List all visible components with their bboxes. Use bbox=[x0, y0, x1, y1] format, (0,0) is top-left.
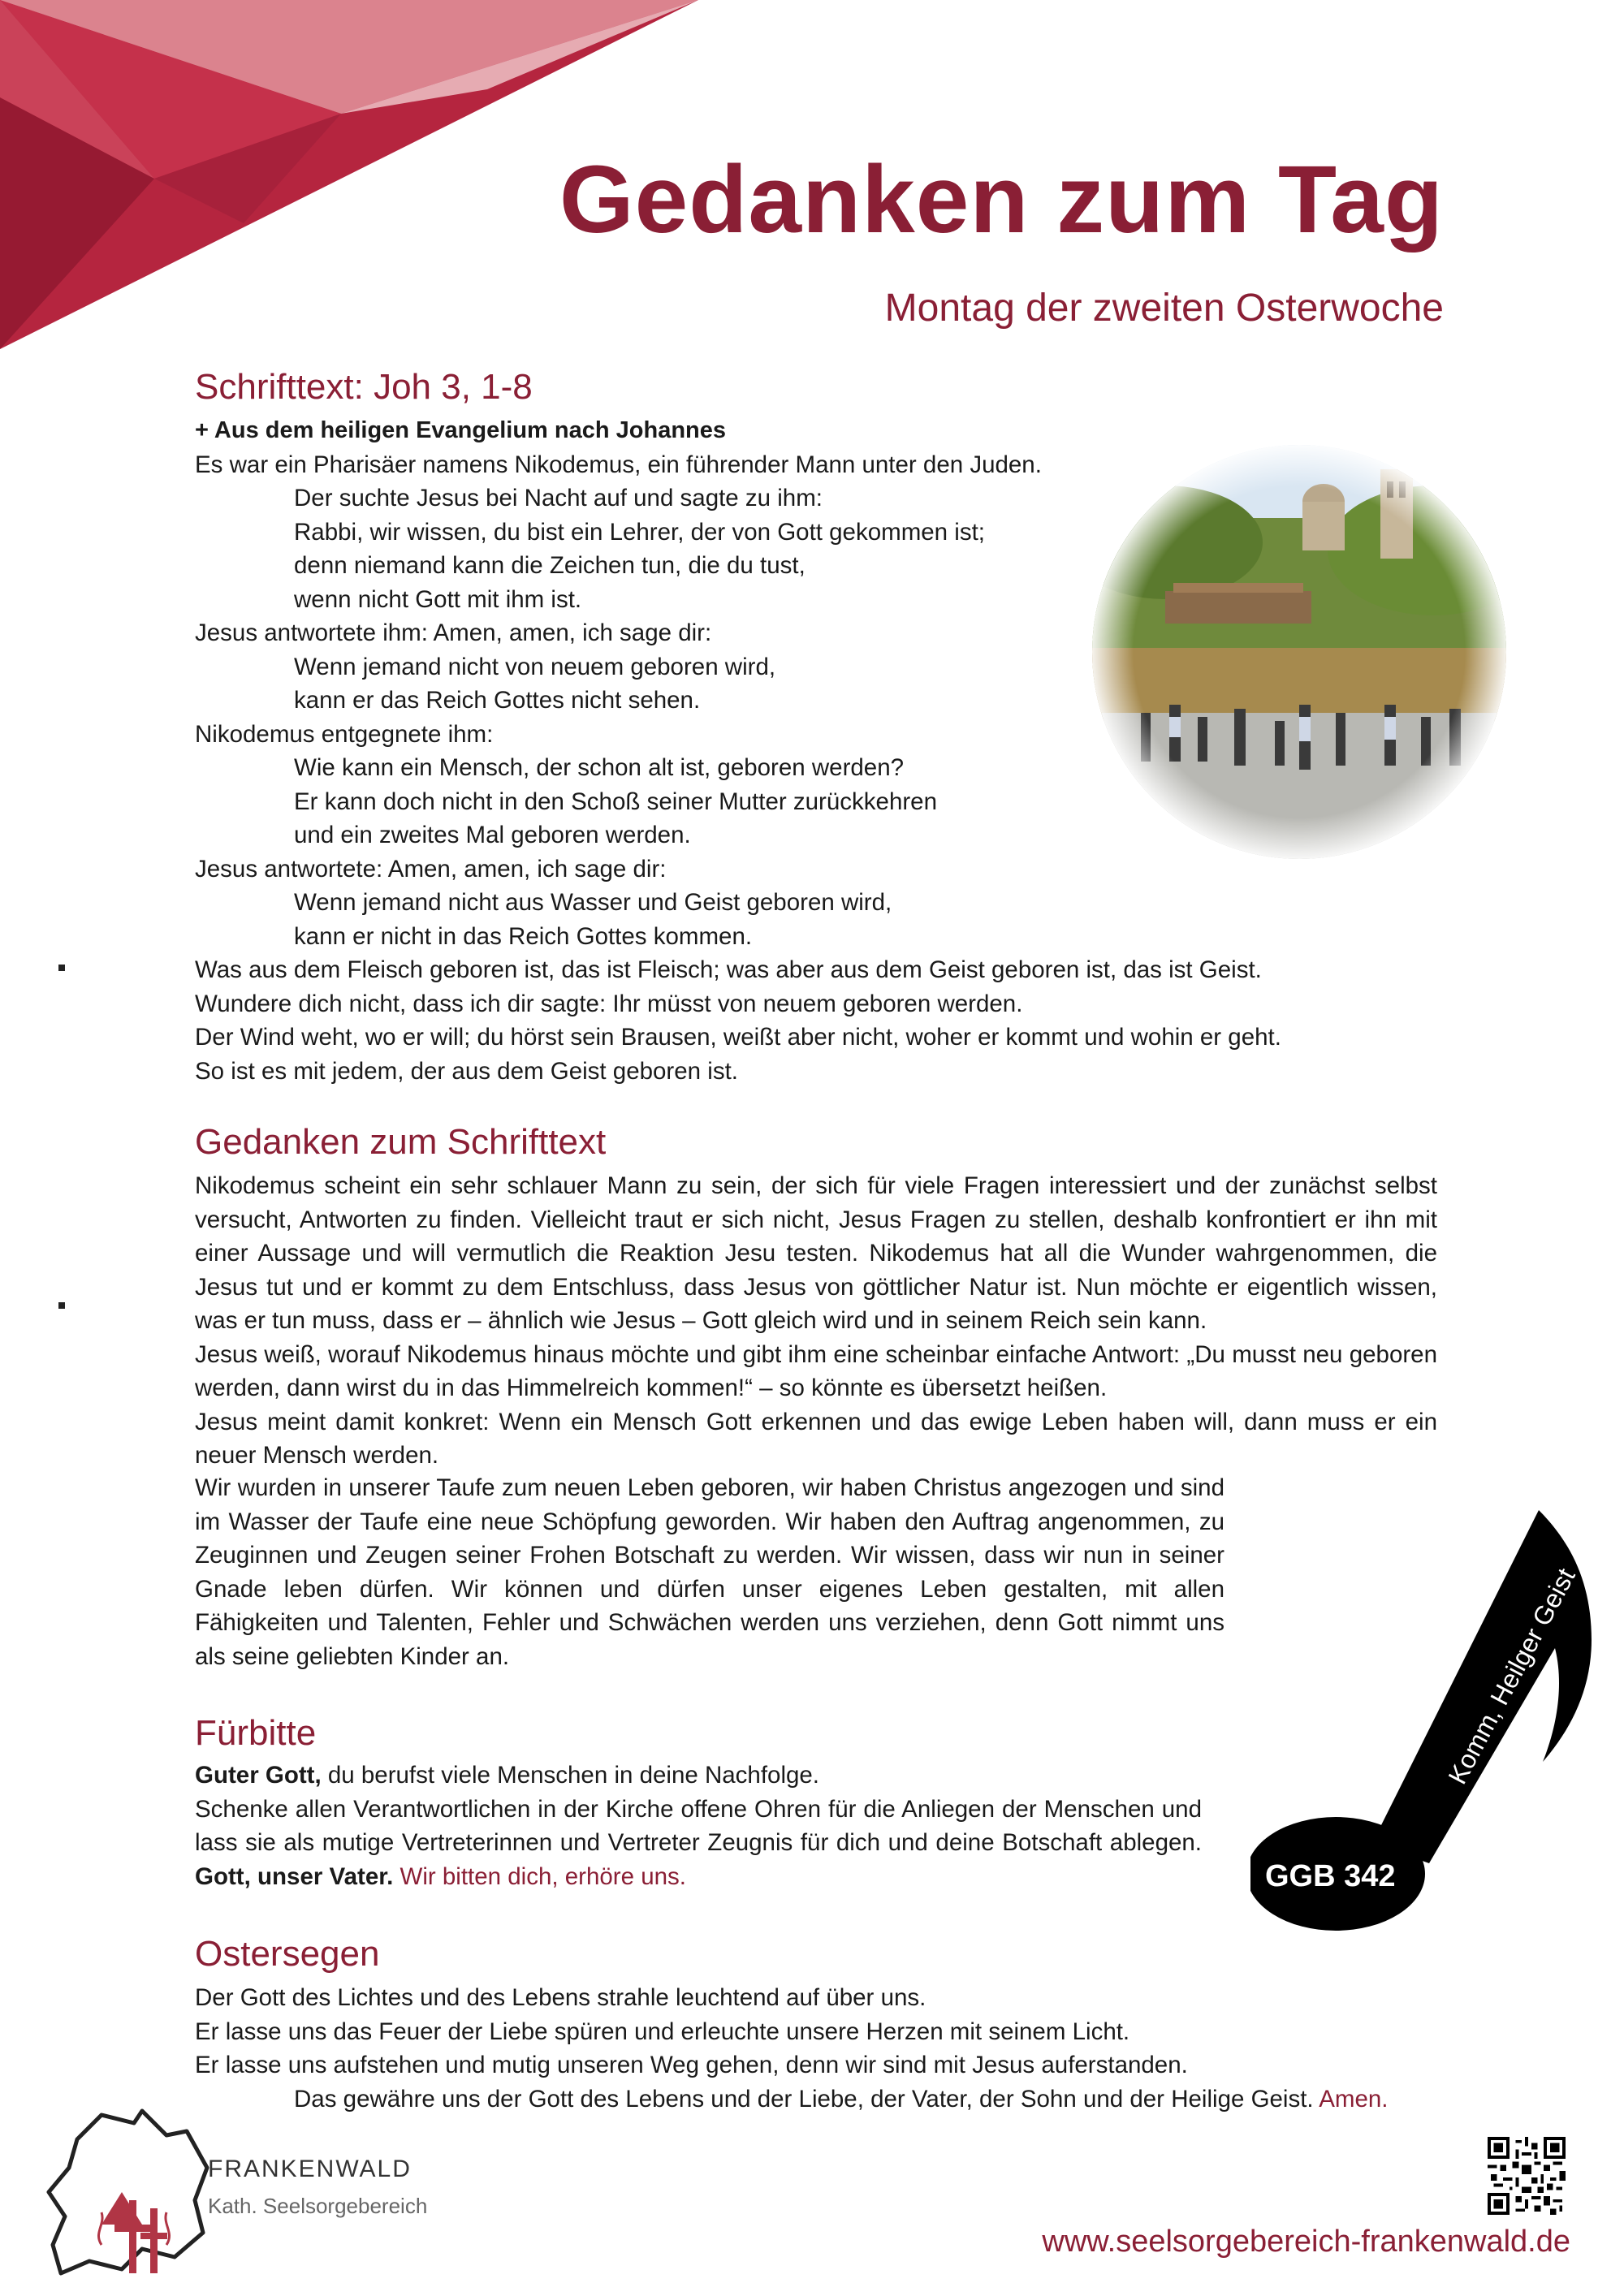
scripture-heading: Schrifttext: Joh 3, 1-8 bbox=[195, 367, 533, 407]
scripture-line: Was aus dem Fleisch geboren ist, das ist Fleisch; was aber aus dem Geist geboren ist, das ist Geist. bbox=[195, 956, 1262, 983]
reflection-text: Jesus weiß, worauf Nikodemus hinaus möchte und gibt ihm eine scheinbar einfache Antwort: „Du musst neu geboren werden, dann wirst du in das Himmelreich kommen!“ – so könnte es übersetzt heißen. bbox=[195, 1340, 1437, 1401]
qr-code bbox=[1488, 2137, 1566, 2215]
website-link[interactable]: www.seelsorgebereich-frankenwald.de bbox=[1042, 2225, 1570, 2259]
margin-marker bbox=[58, 1302, 65, 1309]
reflection-text: Jesus meint damit konkret: Wenn ein Mensch Gott erkennen und das ewige Leben haben will, dann muss er ein neuer Mensch werden. bbox=[195, 1408, 1437, 1469]
scripture-line: So ist es mit jedem, der aus dem Geist geboren ist. bbox=[195, 1057, 738, 1085]
brand-name: FRANKENWALD bbox=[208, 2156, 412, 2182]
page-title: Gedanken zum Tag bbox=[559, 146, 1444, 253]
scripture-line: kann er das Reich Gottes nicht sehen. bbox=[294, 687, 701, 714]
scripture-line: Wenn jemand nicht aus Wasser und Geist geboren wird, bbox=[294, 889, 892, 916]
blessing-line: Er lasse uns das Feuer der Liebe spüren und erleuchte unsere Herzen mit seinem Licht. bbox=[195, 2018, 1130, 2045]
scripture-line: denn niemand kann die Zeichen tun, die du tust, bbox=[294, 552, 806, 579]
intercession-body: Schenke allen Verantwortlichen in der Kirche offene Ohren für die Anliegen der Menschen und lass sie als mutige Vertreterinnen und Vertreter Zeugnis für dich und deine Botschaft ablegen. bbox=[195, 1795, 1202, 1856]
frankenwald-logo bbox=[45, 2103, 215, 2277]
scripture-line: Es war ein Pharisäer namens Nikodemus, ein führender Mann unter den Juden. bbox=[195, 451, 1042, 478]
scripture-line: Er kann doch nicht in den Schoß seiner Mutter zurückkehren bbox=[294, 788, 937, 815]
intercession-opening: Guter Gott, bbox=[195, 1762, 322, 1789]
scripture-line: Nikodemus entgegnete ihm: bbox=[195, 720, 494, 748]
blessing-heading: Ostersegen bbox=[195, 1934, 380, 1974]
song-title: Komm, Heilger Geist bbox=[1442, 1563, 1581, 1789]
scripture-line: Wie kann ein Mensch, der schon alt ist, geboren werden? bbox=[294, 754, 905, 781]
reflection-paragraph: Wir wurden in unserer Taufe zum neuen Leben geboren, wir haben Christus angezogen und sind im Wasser der Taufe eine neue Schöpfung geworden. Wir haben den Auftrag angenommen, zu Zeuginnen und Zeugen seiner Frohen Botschaft zu werden. Wir wissen, dass wir nun in seiner Gnade leben dürfen. Wir können und dürfen unser eigenes Leben gestalten, mit allen Fähigkeiten und Talenten, Fehler und Schwächen werden uns verziehen, denn Gott nimmt uns als seine geliebten Kinder an. bbox=[195, 1474, 1224, 1670]
intercession-opening-rest: du berufst viele Menschen in deine Nachfolge. bbox=[321, 1762, 820, 1789]
intercession-closing: Gott, unser Vater. bbox=[195, 1862, 394, 1890]
blessing-line: Er lasse uns aufstehen und mutig unseren Weg gehen, denn wir sind mit Jesus auferstanden. bbox=[195, 2052, 1188, 2078]
scripture-line: kann er nicht in das Reich Gottes kommen. bbox=[294, 922, 753, 950]
intercession-response: Wir bitten dich, erhöre uns. bbox=[393, 1862, 686, 1890]
song-number: GGB 342 bbox=[1265, 1859, 1396, 1893]
scripture-line: Der suchte Jesus bei Nacht auf und sagte zu ihm: bbox=[294, 485, 823, 511]
intercession-heading: Fürbitte bbox=[195, 1713, 317, 1753]
jordan-river-photo bbox=[1092, 445, 1506, 859]
blessing-amen: Amen. bbox=[1313, 2085, 1389, 2113]
margin-marker bbox=[58, 965, 65, 971]
music-note-graphic bbox=[1250, 1494, 1616, 1949]
scripture-line: wenn nicht Gott mit ihm ist. bbox=[294, 585, 582, 613]
blessing-line: Der Gott des Lichtes und des Lebens strahle leuchtend auf über uns. bbox=[195, 1984, 926, 2011]
reflection-text: Nikodemus scheint ein sehr schlauer Mann zu sein, der sich für viele Fragen interessiert und der zunächst selbst versucht, Antworten zu finden. Vielleicht traut er sich nicht, Jesus Fragen zu stellen, deshalb konfrontiert er ihn mit einer Aussage und will vermutlich die Reaktion Jesu testen. Nikodemus hat all die Wunder wahrgenommen, die Jesus tut und er kommt zu dem Entschluss, dass Jesus von göttlicher Natur ist. Nun möchte er eigentlich wissen, was er tun muss, dass er – ähnlich wie Jesus – Gott gleich wird und in seinem Reich sein kann. bbox=[195, 1172, 1437, 1334]
intercession-text bbox=[195, 1759, 1202, 1893]
scripture-line: und ein zweites Mal geboren werden. bbox=[294, 822, 691, 848]
scripture-line: Wundere dich nicht, dass ich dir sagte: Ihr müsst von neuem geboren werden. bbox=[195, 990, 1023, 1017]
scripture-line: Der Wind weht, wo er will; du hörst sein Brausen, weißt aber nicht, woher er kommt und wohin er geht. bbox=[195, 1024, 1281, 1051]
blessing-text bbox=[195, 1981, 1388, 2116]
scripture-intro: + Aus dem heiligen Evangelium nach Johannes bbox=[195, 417, 727, 443]
reflection-paragraph bbox=[195, 1169, 1437, 1473]
page-subtitle: Montag der zweiten Osterwoche bbox=[884, 287, 1444, 330]
reflection-heading: Gedanken zum Schrifttext bbox=[195, 1122, 607, 1162]
scripture-line: Jesus antwortete: Amen, amen, ich sage dir: bbox=[195, 855, 667, 883]
scripture-line: Wenn jemand nicht von neuem geboren wird, bbox=[294, 653, 776, 680]
blessing-final: Das gewähre uns der Gott des Lebens und der Liebe, der Vater, der Sohn und der Heilige Geist. bbox=[294, 2085, 1314, 2113]
brand-subtitle: Kath. Seelsorgebereich bbox=[208, 2194, 428, 2218]
scripture-line: Jesus antwortete ihm: Amen, amen, ich sage dir: bbox=[195, 619, 712, 646]
scripture-line: Rabbi, wir wissen, du bist ein Lehrer, der von Gott gekommen ist; bbox=[294, 518, 985, 546]
